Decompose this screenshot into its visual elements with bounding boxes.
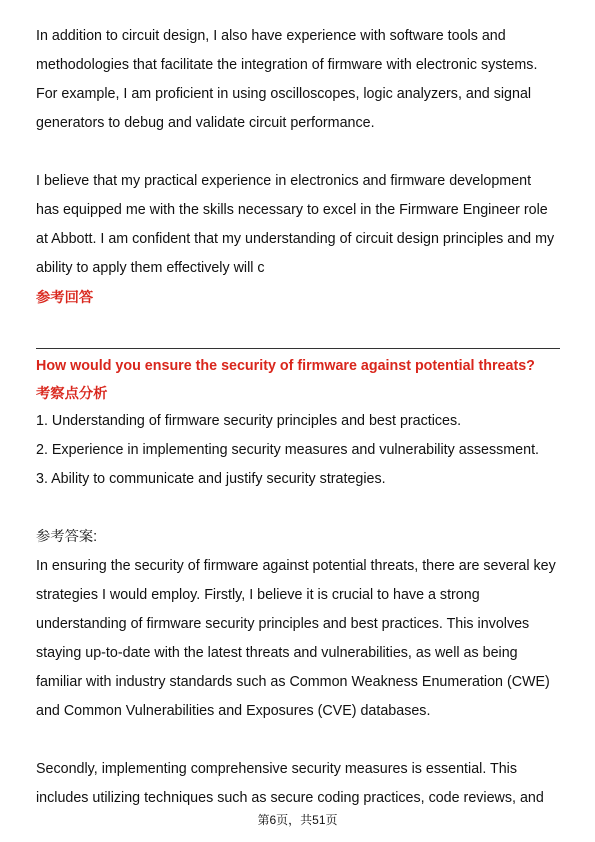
- list-item: 3. Ability to communicate and justify security strategies.: [36, 471, 386, 487]
- text-line: In addition to circuit design, I also have experience with software tools and: [36, 28, 506, 44]
- text-line: at Abbott. I am confident that my understanding of circuit design principles and my: [36, 231, 555, 247]
- text-line: includes utilizing techniques such as secure coding practices, code reviews, and: [36, 790, 544, 806]
- answer-paragraph: [36, 755, 560, 813]
- text-line: methodologies that facilitate the integration of firmware with electronic systems.: [36, 57, 538, 73]
- answer-paragraph: [36, 552, 560, 726]
- text-line: and Common Vulnerabilities and Exposures (CVE) databases.: [36, 703, 431, 719]
- text-line: understanding of firmware security principles and best practices. This involves: [36, 616, 530, 632]
- text-line: I believe that my practical experience in electronics and firmware development: [36, 173, 532, 189]
- document-page: [36, 22, 560, 813]
- analysis-heading: 考察点分析: [36, 386, 108, 402]
- page-footer: 第6页，共51页: [257, 813, 338, 827]
- reference-answer-heading: 参考回答: [36, 290, 94, 306]
- intro-paragraph: [36, 22, 560, 138]
- question-heading: How would you ensure the security of firmware against potential threats?: [36, 358, 535, 374]
- text-line: Secondly, implementing comprehensive security measures is essential. This: [36, 761, 518, 777]
- list-item: 1. Understanding of firmware security principles and best practices.: [36, 413, 462, 429]
- text-line: In ensuring the security of firmware against potential threats, there are several key: [36, 558, 556, 574]
- text-line: has equipped me with the skills necessary to excel in the Firmware Engineer role: [36, 202, 548, 218]
- answer-heading: 参考答案:: [36, 529, 98, 545]
- analysis-list: [36, 407, 560, 494]
- list-item: 2. Experience in implementing security measures and vulnerability assessment.: [36, 442, 540, 458]
- intro-paragraph: [36, 167, 560, 283]
- text-line: generators to debug and validate circuit performance.: [36, 115, 375, 131]
- text-line: For example, I am proficient in using oscilloscopes, logic analyzers, and signal: [36, 86, 532, 102]
- text-line: familiar with industry standards such as Common Weakness Enumeration (CWE): [36, 674, 550, 690]
- text-line: staying up-to-date with the latest threats and vulnerabilities, as well as being: [36, 645, 518, 661]
- text-line: ability to apply them effectively will c: [36, 260, 265, 276]
- text-line: strategies I would employ. Firstly, I believe it is crucial to have a strong: [36, 587, 480, 603]
- section-divider: [36, 348, 560, 349]
